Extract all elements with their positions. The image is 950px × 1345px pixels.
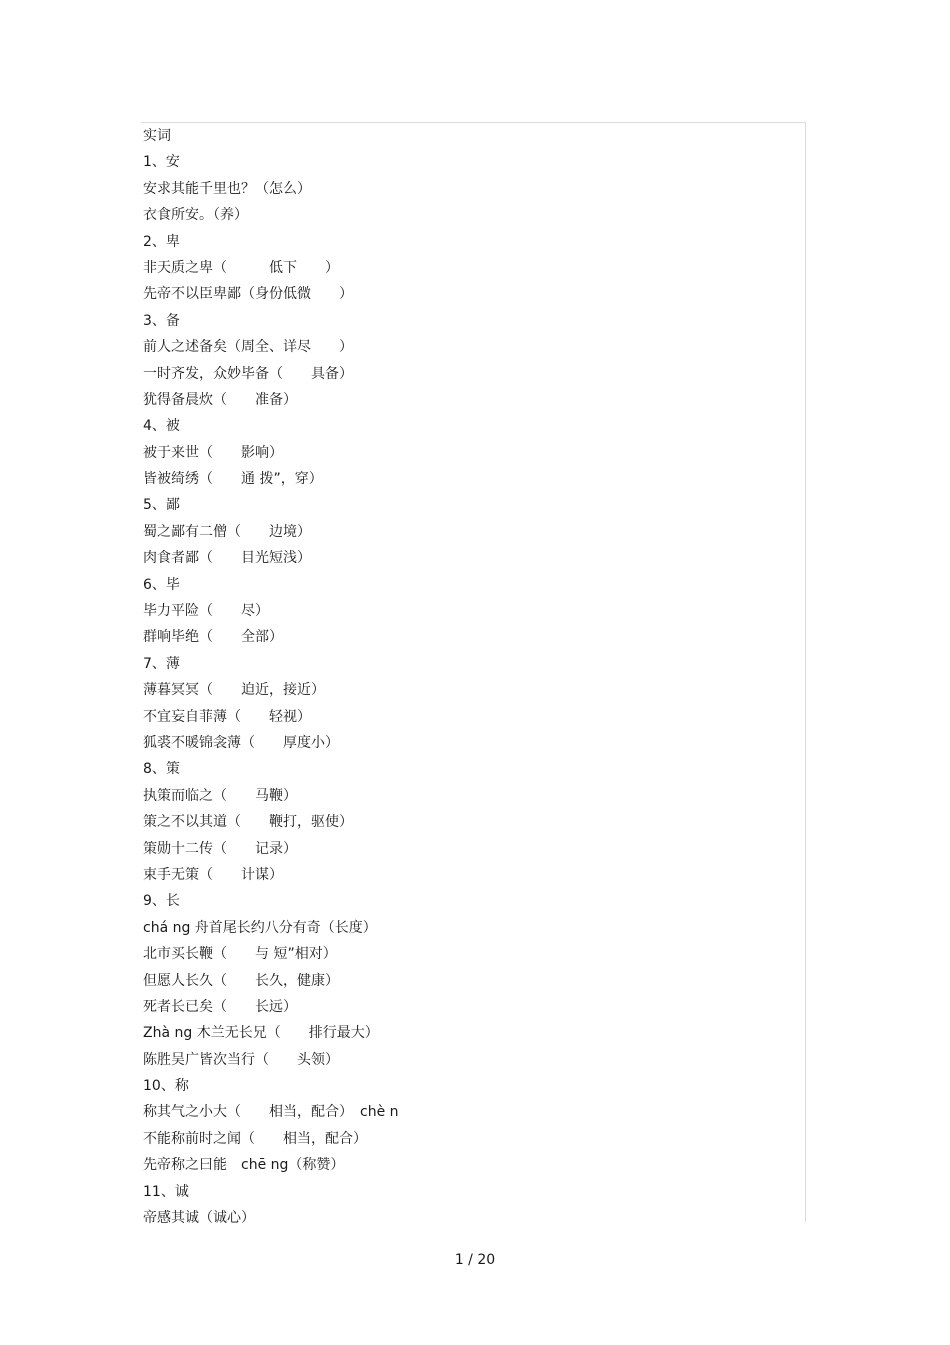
text-line: 不能称前时之闻（ 相当，配合）	[143, 1130, 367, 1147]
text-line: 衣食所安。（养）	[143, 207, 248, 224]
text-line: 先帝不以臣卑鄙（身份低微 ）	[143, 286, 353, 303]
text-line: 毕力平险（ 尽）	[143, 603, 269, 620]
text-line: 安求其能千里也？（怎么）	[143, 180, 311, 197]
text-line: 实词	[143, 128, 171, 144]
text-line: chá ng 舟首尾长约八分有奇（长度）	[143, 919, 377, 936]
text-line: 7、薄	[143, 655, 180, 672]
text-line: 8、策	[143, 761, 180, 778]
text-line: 不宜妄自菲薄（ 轻视）	[143, 708, 311, 725]
text-line: 但愿人长久（ 长久，健康）	[143, 972, 339, 989]
text-line: 4、被	[143, 418, 180, 435]
text-line: 肉食者鄙（ 目光短浅）	[143, 550, 311, 567]
text-line: 狐裘不暖锦衾薄（ 厚度小）	[143, 734, 339, 751]
text-line: 群响毕绝（ 全部）	[143, 629, 283, 646]
text-line: 2、卑	[143, 233, 180, 250]
text-line: 死者长已矣（ 长远）	[143, 998, 297, 1015]
text-line: 10、称	[143, 1078, 189, 1095]
text-line: 11、诚	[143, 1183, 189, 1200]
text-line: 束手无策（ 计谋）	[143, 866, 283, 883]
text-line: 皆被绮绣（ 通 拨”，穿）	[143, 471, 323, 488]
text-line: Zhà ng 木兰无长兄（ 排行最大）	[143, 1025, 379, 1042]
document-body	[143, 123, 793, 1231]
text-line: 一时齐发，众妙毕备（ 具备）	[143, 365, 353, 382]
text-line: 执策而临之（ 马鞭）	[143, 787, 297, 804]
text-line: 被于来世（ 影响）	[143, 444, 283, 461]
text-line: 非天质之卑（ 低下 ）	[143, 259, 339, 276]
text-line: 先帝称之曰能 chē ng（称赞）	[143, 1157, 345, 1174]
page-number: 1 / 20	[454, 1252, 496, 1268]
text-line: 前人之述备矣（周全、详尽 ）	[143, 339, 353, 356]
text-line: 称其气之小大（ 相当，配合） chè n	[143, 1104, 399, 1121]
text-line: 9、长	[143, 893, 180, 910]
text-line: 策勋十二传（ 记录）	[143, 840, 297, 857]
text-line: 蜀之鄙有二僧（ 边境）	[143, 523, 311, 540]
text-line: 3、备	[143, 312, 180, 329]
text-line: 6、毕	[143, 576, 180, 593]
text-line: 策之不以其道（ 鞭打，驱使）	[143, 814, 353, 831]
text-line: 5、鄙	[143, 497, 180, 514]
text-line: 犹得备晨炊（ 准备）	[143, 391, 297, 408]
text-line: 帝感其诚（诚心）	[143, 1210, 255, 1227]
text-line: 北市买长鞭（ 与 短”相对）	[143, 946, 337, 963]
text-line: 薄暮冥冥（ 迫近，接近）	[143, 682, 325, 699]
text-line: 1、安	[143, 154, 180, 171]
text-line: 陈胜吴广皆次当行（ 头领）	[143, 1051, 339, 1068]
